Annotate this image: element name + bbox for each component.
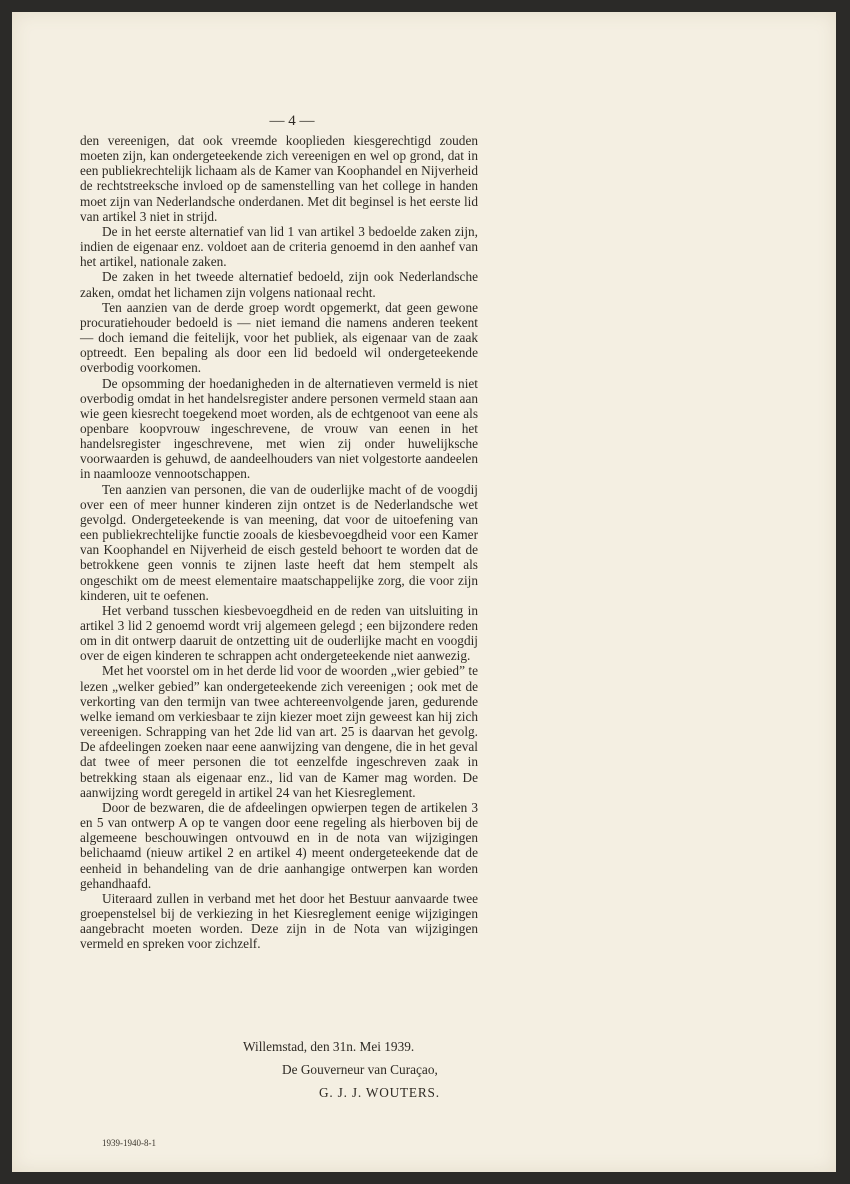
paragraph: Ten aanzien van de derde groep wordt opgemerkt, dat geen gewone procuratiehouder bedoeld is — niet iemand die namens anderen teekent — doch iemand die feitelijk, voor het publiek, als eigenaar van de zaak optreedt. Een bepaling als door een lid bedoeld wil ondergeteekende overbodig voorkomen. [80, 299, 478, 376]
paragraph: Het verband tusschen kiesbevoegdheid en de reden van uitsluiting in artikel 3 lid 2 genoemd wordt vrij algemeen gelegd ; een bijzondere reden om in dit ontwerp daaruit de ontzetting uit de ouderlijke macht en voogdij over de eigen kinderen te schrappen acht ondergeteekende niet aanwezig. [80, 602, 478, 664]
body-text [80, 133, 478, 951]
document-reference: 1939-1940-8-1 [102, 1138, 156, 1148]
paragraph: den vereenigen, dat ook vreemde kooplieden kiesgerechtigd zouden moeten zijn, kan ondergeteekende zich vereenigen en wel op grond, dat in een publiekrechtelijk lichaam als de Kamer van Koophandel en Nijverheid de rechtstreeksche invloed op de samenstelling van het college in handen moet zijn van Nederlandsche onderdanen. Met dit beginsel is het eerste lid van artikel 3 niet in strijd. [80, 133, 478, 224]
paragraph: Met het voorstel om in het derde lid voor de woorden „wier gebied” te lezen „welker gebied” kan ondergeteekende zich vereenigen ; ook met de verkorting van den termijn van twee achtereenvolgende jaren, gedurende welke iemand om verkiesbaar te zijn kiezer moet zijn geweest kan hij zich vereenigen. Schrapping van het 2de lid van art. 25 is daarvan het gevolg. De afdeelingen zoeken naar eene aanwijzing van dengene, die in het geval dat twee of meer personen die tot eenzelfde ingeschreven zaak in betrekking staan als eigenaar enz., lid van de Kamer mag worden. De aanwijzing wordt geregeld in artikel 24 van het Kiesreglement. [80, 663, 478, 800]
paragraph: De opsomming der hoedanigheden in de alternatieven vermeld is niet overbodig omdat in het handelsregister andere personen vermeld staan aan wie geen kiesrecht toegekend moet worden, als de echtgenoot van eene als openbare koopvrouw ingeschrevene, de vrouw van eenen in het handelsregister ingeschrevene, met wien zij onder huwelijksche voorwaarden is gehuwd, de aandeelhouders van niet volgestorte aandeelen in naamlooze vennootschappen. [80, 375, 478, 482]
signature-name: G. J. J. WOUTERS. [319, 1085, 440, 1100]
paragraph: De in het eerste alternatief van lid 1 van artikel 3 bedoelde zaken zijn, indien de eigenaar enz. voldoet aan de criteria genoemd in den aanhef van het artikel, nationale zaken. [80, 223, 478, 270]
paragraph: Ten aanzien van personen, die van de ouderlijke macht of de voogdij over een of meer hunner kinderen zijn ontzet is de Nederlandsche wet gevolgd. Ondergeteekende is van meening, dat voor de uitoefening van een publiekrechtelijke functie zooals de kiesbevoegdheid voor een Kamer van Koophandel en Nijverheid de eisch gesteld behoort te worden dat de betrokkene geen vonnis te zijnen laste heeft dat hem stempelt als ongeschikt om de meest elementaire maatschappelijke zorg, die voor zijn kinderen, uit te oefenen. [80, 481, 478, 603]
page-number: — 4 — [269, 113, 315, 129]
signature-office: De Gouverneur van Curaçao, [282, 1062, 438, 1077]
paragraph: Door de bezwaren, die de afdeelingen opwierpen tegen de artikelen 3 en 5 van ontwerp A op te vangen door eene regeling als hierboven bij de algemeene beschouwingen ontvouwd en in de nota van wijzigingen belichaamd (nieuw artikel 2 en artikel 4) meent ondergeteekende dat de eenheid in behandeling van de drie aanhangige ontwerpen kan worden gehandhaafd. [80, 799, 478, 891]
paragraph: De zaken in het tweede alternatief bedoeld, zijn ook Nederlandsche zaken, omdat het lichamen zijn volgens nationaal recht. [80, 269, 478, 300]
document-page [12, 12, 836, 1172]
signature-place-date: Willemstad, den 31n. Mei 1939. [243, 1039, 415, 1054]
paragraph: Uiteraard zullen in verband met het door het Bestuur aanvaarde twee groepenstelsel bij de verkiezing in het Kiesreglement eenige wijzigingen aangebracht moeten worden. Deze zijn in de Nota van wijzigingen vermeld en spreken voor zichzelf. [80, 890, 478, 952]
